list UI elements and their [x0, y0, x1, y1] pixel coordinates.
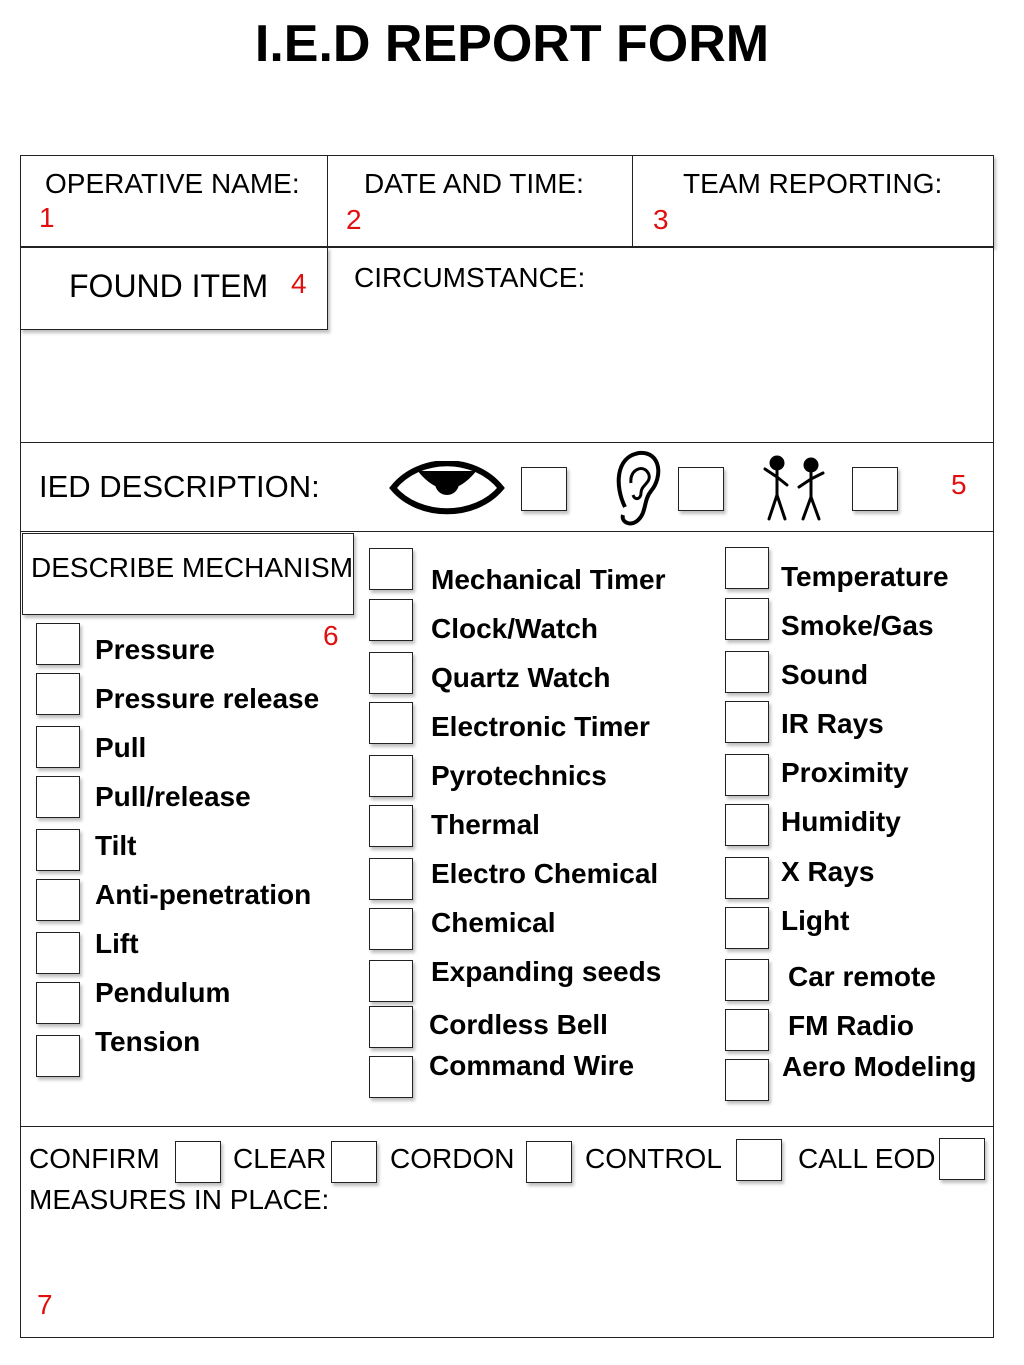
checkbox-quartz-watch[interactable]: [369, 652, 413, 694]
checkbox-proximity[interactable]: [725, 754, 769, 796]
option-light: Light: [781, 905, 850, 936]
checkbox-electronic-timer[interactable]: [369, 702, 413, 744]
team-reporting-cell[interactable]: [632, 155, 994, 247]
operative-name-cell[interactable]: [20, 155, 328, 247]
cordon-label: CORDON: [390, 1143, 515, 1174]
option-smoke-gas: Smoke/Gas: [781, 610, 934, 641]
checkbox-fm-radio[interactable]: [725, 1009, 769, 1051]
control-label: CONTROL: [585, 1143, 722, 1174]
checkbox-x-rays[interactable]: [725, 857, 769, 899]
call-eod-label: CALL EOD: [798, 1143, 936, 1174]
checkbox-thermal[interactable]: [369, 805, 413, 847]
people-icon: [759, 455, 831, 523]
checkbox-tension[interactable]: [36, 1035, 80, 1077]
checkbox-temperature[interactable]: [725, 547, 769, 589]
measures-section[interactable]: [20, 1126, 994, 1338]
option-cordless-bell: Cordless Bell: [429, 1009, 608, 1040]
operative-name-label: OPERATIVE NAME:: [45, 168, 300, 199]
option-lift: Lift: [95, 928, 139, 959]
checkbox-pressure-release[interactable]: [36, 673, 80, 715]
checkbox-pendulum[interactable]: [36, 982, 80, 1024]
option-quartz-watch: Quartz Watch: [431, 662, 611, 693]
option-clock-watch: Clock/Watch: [431, 613, 598, 644]
option-humidity: Humidity: [781, 806, 901, 837]
measures-in-place-label: MEASURES IN PLACE:: [29, 1184, 330, 1215]
date-time-cell[interactable]: [327, 155, 633, 247]
field-number-3: 3: [653, 204, 669, 235]
checkbox-pull[interactable]: [36, 726, 80, 768]
team-reporting-label: TEAM REPORTING:: [683, 168, 943, 199]
option-sound: Sound: [781, 659, 869, 690]
checkbox-expanding-seeds[interactable]: [369, 960, 413, 1002]
option-anti-penetration: Anti-penetration: [95, 879, 312, 910]
confirm-label: CONFIRM: [29, 1143, 160, 1174]
checkbox-electro-chemical[interactable]: [369, 858, 413, 900]
option-mechanical-timer: Mechanical Timer: [431, 564, 666, 595]
option-aero-modeling: Aero Modeling: [782, 1051, 977, 1082]
checkbox-cordless-bell[interactable]: [369, 1006, 413, 1048]
eye-icon: [389, 461, 505, 515]
option-expanding-seeds: Expanding seeds: [431, 956, 662, 987]
checkbox-chemical[interactable]: [369, 908, 413, 950]
option-pull: Pull: [95, 732, 147, 763]
describe-mechanism-label: DESCRIBE MECHANISM: [31, 552, 354, 583]
option-tilt: Tilt: [95, 830, 137, 861]
option-tension: Tension: [95, 1026, 201, 1057]
option-pendulum: Pendulum: [95, 977, 231, 1008]
checkbox-humidity[interactable]: [725, 804, 769, 846]
ied-description-label: IED DESCRIPTION:: [39, 469, 320, 504]
field-number-5: 5: [951, 469, 967, 500]
field-number-2: 2: [346, 204, 362, 235]
field-number-6: 6: [323, 620, 339, 651]
found-item-label: FOUND ITEM: [69, 268, 269, 304]
cordon-checkbox[interactable]: [526, 1141, 572, 1183]
describe-mechanism-cell: [22, 533, 354, 615]
audio-checkbox[interactable]: [678, 467, 724, 511]
checkbox-pull-release[interactable]: [36, 776, 80, 818]
option-fm-radio: FM Radio: [788, 1010, 914, 1041]
call-eod-checkbox[interactable]: [939, 1138, 985, 1180]
page-title: I.E.D REPORT FORM: [254, 15, 770, 73]
clear-checkbox[interactable]: [331, 1141, 377, 1183]
ear-icon: [611, 447, 663, 527]
checkbox-mechanical-timer[interactable]: [369, 548, 413, 590]
option-pyrotechnics: Pyrotechnics: [431, 760, 607, 791]
checkbox-anti-penetration[interactable]: [36, 879, 80, 921]
option-electro-chemical: Electro Chemical: [431, 858, 659, 889]
circumstance-label: CIRCUMSTANCE:: [354, 262, 586, 293]
option-pull-release: Pull/release: [95, 781, 251, 812]
clear-label: CLEAR: [233, 1143, 327, 1174]
control-checkbox[interactable]: [736, 1139, 782, 1181]
checkbox-light[interactable]: [725, 907, 769, 949]
checkbox-command-wire[interactable]: [369, 1056, 413, 1098]
checkbox-lift[interactable]: [36, 932, 80, 974]
checkbox-tilt[interactable]: [36, 829, 80, 871]
physical-checkbox[interactable]: [852, 467, 898, 511]
option-car-remote: Car remote: [788, 961, 936, 992]
option-temperature: Temperature: [781, 561, 949, 592]
checkbox-pyrotechnics[interactable]: [369, 755, 413, 797]
option-x-rays: X Rays: [781, 856, 875, 887]
option-pressure-release: Pressure release: [95, 683, 320, 714]
option-ir-rays: IR Rays: [781, 708, 884, 739]
found-item-cell[interactable]: [20, 247, 328, 330]
option-chemical: Chemical: [431, 907, 556, 938]
checkbox-sound[interactable]: [725, 651, 769, 693]
visual-checkbox[interactable]: [521, 467, 567, 511]
checkbox-clock-watch[interactable]: [369, 599, 413, 641]
ied-description-cell: [20, 442, 994, 532]
checkbox-smoke-gas[interactable]: [725, 598, 769, 640]
checkbox-pressure[interactable]: [36, 623, 80, 665]
field-number-4: 4: [291, 268, 307, 299]
option-thermal: Thermal: [431, 809, 540, 840]
option-pressure: Pressure: [95, 634, 215, 665]
option-electronic-timer: Electronic Timer: [431, 711, 650, 742]
checkbox-car-remote[interactable]: [725, 959, 769, 1001]
confirm-checkbox[interactable]: [175, 1141, 221, 1183]
option-command-wire: Command Wire: [429, 1050, 635, 1081]
checkbox-aero-modeling[interactable]: [725, 1059, 769, 1101]
date-time-label: DATE AND TIME:: [364, 168, 584, 199]
field-number-1: 1: [39, 202, 55, 233]
checkbox-ir-rays[interactable]: [725, 701, 769, 743]
option-proximity: Proximity: [781, 757, 909, 788]
field-number-7: 7: [37, 1289, 53, 1320]
